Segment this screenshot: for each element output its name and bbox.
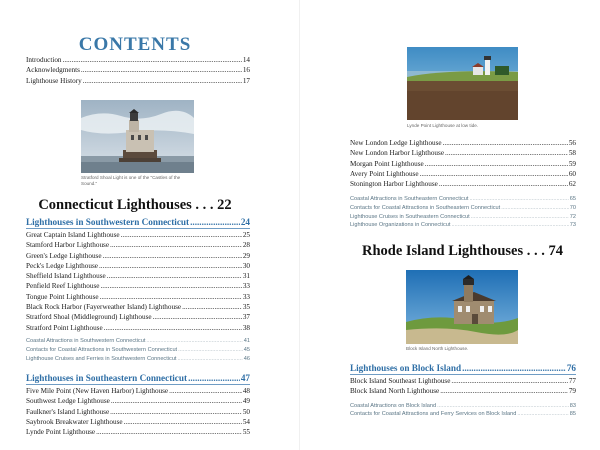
toc-entry-minor[interactable]: Contacts for Coastal Attractions in Southeastern Connecticut ..... 70	[350, 204, 576, 213]
block-island-minor-toc	[350, 402, 576, 420]
toc-entry[interactable]: Acknowledgments ..... 16	[26, 65, 250, 75]
southwestern-section	[26, 216, 250, 363]
toc-entry[interactable]: Faulkner's Island Lighthouse ..... 50	[26, 407, 250, 417]
toc-entry[interactable]: Black Rock Harbor (Fayerweather Island) Lighthouse ..... 35	[26, 302, 250, 312]
toc-entry[interactable]: Stamford Harbor Lighthouse ..... 28	[26, 240, 250, 250]
block-island-section	[350, 362, 576, 419]
block-island-toc	[350, 376, 576, 397]
toc-entry-minor[interactable]: Contacts for Coastal Attractions and Ferry Services on Block Island ..... 85	[350, 410, 576, 419]
toc-entry[interactable]: Lighthouse History ..... 17	[26, 76, 250, 86]
toc-entry-minor[interactable]: Coastal Attractions in Southeastern Connecticut ..... 65	[350, 195, 576, 204]
toc-entry-minor[interactable]: Lighthouse Cruises in Southeastern Connecticut ..... 72	[350, 213, 576, 222]
toc-entry-minor[interactable]: Coastal Attractions in Southwestern Connecticut ..... 41	[26, 337, 250, 346]
intro-toc	[26, 55, 250, 86]
toc-entry-minor[interactable]: Lighthouse Cruises and Ferries in Southwestern Connecticut ..... 46	[26, 355, 250, 364]
toc-entry[interactable]: Stonington Harbor Lighthouse ..... 62	[350, 179, 576, 189]
stratford-shoal-image	[81, 100, 194, 173]
lynde-point-image	[407, 47, 518, 120]
toc-entry[interactable]: Five Mile Point (New Haven Harbor) Lighthouse ..... 48	[26, 386, 250, 396]
southeastern-section	[26, 372, 250, 437]
toc-entry[interactable]: Lynde Point Lighthouse ..... 55	[26, 427, 250, 437]
toc-entry[interactable]: Green's Ledge Lighthouse ..... 29	[26, 251, 250, 261]
section-heading[interactable]: Lighthouses in Southeastern Connecticut ..... 47	[26, 372, 250, 385]
toc-entry[interactable]: New London Harbor Lighthouse ..... 58	[350, 148, 576, 158]
right-page	[300, 0, 600, 450]
toc-entry-minor[interactable]: Coastal Attractions on Block Island ..... 83	[350, 402, 576, 411]
section-heading[interactable]: Lighthouses in Southwestern Connecticut ..... 24	[26, 216, 250, 229]
toc-entry[interactable]: New London Ledge Lighthouse ..... 56	[350, 138, 576, 148]
toc-entry[interactable]: Great Captain Island Lighthouse ..... 25	[26, 230, 250, 240]
toc-entry[interactable]: Saybrook Breakwater Lighthouse ..... 54	[26, 417, 250, 427]
part-heading: Rhode Island Lighthouses . . . 74	[361, 243, 564, 259]
photo-caption: Stratford Shoal Light is one of the "Castles of the Sound."	[81, 175, 181, 186]
toc-entry[interactable]: Stratford Shoal (Middleground) Lighthouse ..... 37	[26, 312, 250, 322]
toc-entry-minor[interactable]: Lighthouse Organizations in Connecticut ..... 73	[350, 221, 576, 230]
toc-entry[interactable]: Avery Point Lighthouse ..... 60	[350, 169, 576, 179]
southeastern-toc	[26, 386, 250, 437]
photo-caption: Block Island North Lighthouse.	[406, 346, 469, 351]
lynde-point-photo	[407, 47, 518, 120]
photo-caption: Lynde Point Lighthouse at low tide.	[407, 123, 479, 128]
southwestern-minor-toc	[26, 337, 250, 363]
southeastern-toc-continued	[350, 138, 576, 189]
toc-entry-minor[interactable]: Contacts for Coastal Attractions in Southwestern Connecticut ..... 45	[26, 346, 250, 355]
toc-entry[interactable]: Sheffield Island Lighthouse ..... 31	[26, 271, 250, 281]
contents-title: CONTENTS	[78, 34, 192, 55]
toc-entry[interactable]: Stratford Point Lighthouse ..... 38	[26, 323, 250, 333]
block-island-photo	[406, 270, 518, 344]
block-island-image	[406, 270, 518, 344]
toc-entry[interactable]: Block Island Southeast Lighthouse ..... 77	[350, 376, 576, 386]
section-heading[interactable]: Lighthouses on Block Island ..... 76	[350, 362, 576, 375]
toc-entry[interactable]: Tongue Point Lighthouse ..... 33	[26, 292, 250, 302]
toc-entry[interactable]: Southwest Ledge Lighthouse ..... 49	[26, 396, 250, 406]
toc-entry[interactable]: Morgan Point Lighthouse ..... 59	[350, 159, 576, 169]
southeastern-minor-toc	[350, 195, 576, 230]
toc-entry[interactable]: Block Island North Lighthouse ..... 79	[350, 386, 576, 396]
toc-entry[interactable]: Peck's Ledge Lighthouse ..... 30	[26, 261, 250, 271]
stratford-shoal-photo	[81, 100, 194, 173]
part-heading: Connecticut Lighthouses . . . 22	[38, 197, 232, 213]
southwestern-toc	[26, 230, 250, 333]
toc-entry[interactable]: Penfield Reef Lighthouse ..... 33	[26, 281, 250, 291]
toc-entry[interactable]: Introduction ..... 14	[26, 55, 250, 65]
